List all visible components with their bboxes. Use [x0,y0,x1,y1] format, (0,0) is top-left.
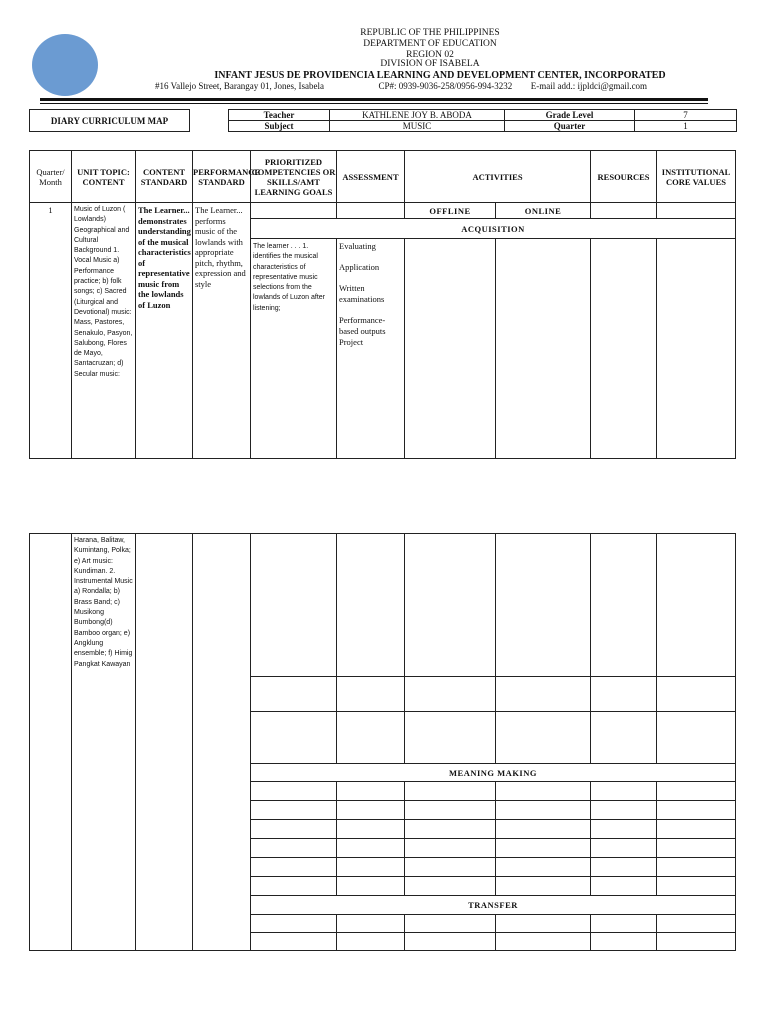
grade-level-label: Grade Level [505,110,635,121]
assessment-item: Application [339,262,380,272]
curriculum-table-bottom [29,533,736,951]
row1-quarter: 1 [30,203,72,459]
header-division: DIVISION OF ISABELA [380,59,480,69]
col-content-standard: CONTENT STANDARD [136,151,193,203]
header-address: #16 Vallejo Street, Barangay 01, Jones, Isabela [155,81,325,91]
grade-level-value: 7 [635,110,737,121]
header-cp: CP#: 0939-9036-258/0956-994-3232 [378,81,513,91]
diary-title: DIARY CURRICULUM MAP [30,110,190,132]
quarter-value: 1 [635,121,737,132]
assessment-item: Written examinations [339,283,385,304]
subject-label: Subject [229,121,330,132]
row2-unit-topic: Harana, Balitaw, Kumintang, Polka; e) Art music: Kundiman. 2. Instrumental Music a) Rondalla; b) Brass Band; c) Musikong Bumbong(d) Bamboo organ; e) Angklung ensemble; f) Himig Pangkat Kawayan [72,534,136,951]
col-core-values: INSTITUTIONAL CORE VALUES [657,151,736,203]
col-quarter-month: Quarter/ Month [30,151,72,203]
online-header: ONLINE [496,203,591,219]
subject-value: MUSIC [330,121,505,132]
col-performance-standard: PERFORMANCE STANDARD [193,151,251,203]
assessment-item: Evaluating [339,241,376,251]
header-department: DEPARTMENT OF EDUCATION [363,39,497,49]
header-school-name: INFANT JESUS DE PROVIDENCIA LEARNING AND DEVELOPMENT CENTER, INCORPORATED [214,70,666,81]
row1-performance-standard: The Learner... performs music of the lowlands with appropriate pitch, rhythm, expression and style [193,203,251,459]
section-meaning-making: MEANING MAKING [251,764,736,782]
header-republic: REPUBLIC OF THE PHILIPPINES [360,28,500,38]
curriculum-table-top [29,150,736,459]
col-unit-topic: UNIT TOPIC: CONTENT [72,151,136,203]
teacher-name: KATHLENE JOY B. ABODA [330,110,505,121]
teacher-label: Teacher [229,110,330,121]
school-logo [32,34,98,96]
header-address-line [155,81,647,91]
col-assessment: ASSESSMENT [337,151,405,203]
row1-content-standard: The Learner... demonstrates understanding of the musical characteristics of representative music from the lowlands of Luzon [136,203,193,459]
section-transfer: TRANSFER [251,896,736,915]
header-rule-thick [40,98,708,101]
col-activities: ACTIVITIES [405,151,591,203]
offline-header: OFFLINE [405,203,496,219]
assessment-item: Performance-based outputs Project [339,315,386,347]
header-email: E-mail add.: ijpldci@gmail.com [530,81,648,91]
col-resources: RESOURCES [591,151,657,203]
info-table [29,109,737,132]
header-rule-thin [40,103,708,104]
row1-assessment [337,239,405,459]
header-region: REGION 02 [406,50,454,60]
col-competencies: PRIORITIZED COMPETENCIES OR SKILLS/AMT LEARNING GOALS [251,151,337,203]
section-acquisition: ACQUISITION [251,219,736,239]
row1-unit-topic: Music of Luzon ( Lowlands) Geographical and Cultural Background 1. Vocal Music a) Performance practice; b) folk songs; c) Sacred (Liturgical and Devotional) music: Mass, Pastores, Senakulo, Pasyon, Salubong, Flores de Mayo, Santacruzan; d) Secular music: [72,203,136,459]
row1-competency: The learner . . . 1. identifies the musical characteristics of representative music selections from the lowlands of Luzon after listening; [251,239,337,459]
quarter-label: Quarter [505,121,635,132]
